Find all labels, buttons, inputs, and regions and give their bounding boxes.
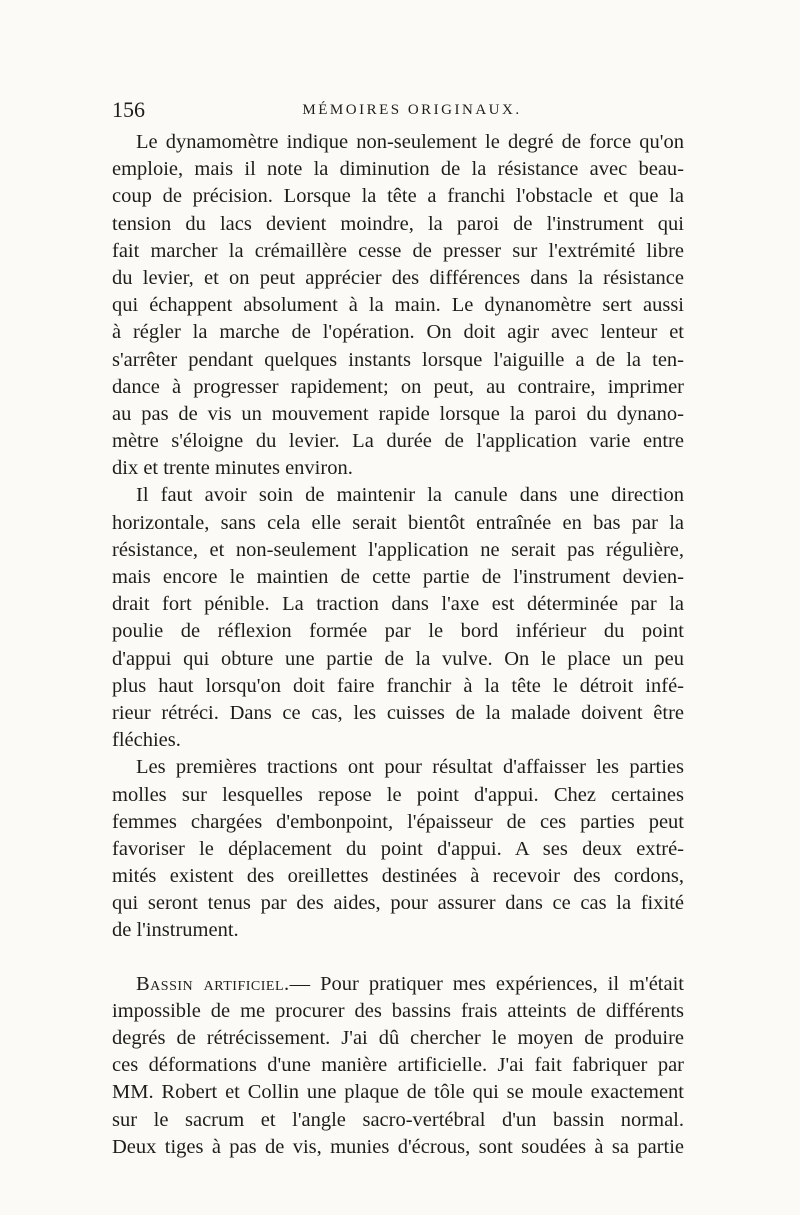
text-line: mités existent des oreillettes destinées à recevoir des cordons, [112, 865, 684, 888]
text-line: coup de précision. Lorsque la tête a franchi l'obstacle et que la [112, 185, 684, 208]
text-line: s'arrêter pendant quelques instants lorsque l'aiguille a de la ten- [112, 348, 684, 371]
text-line: mètre s'éloigne du levier. La durée de l'application varie entre [112, 430, 684, 453]
text-line: de l'instrument. [112, 919, 239, 942]
section-first-line [112, 971, 684, 998]
text-line: mais encore le maintien de cette partie de l'instrument devien- [112, 566, 684, 588]
running-head: MÉMOIRES ORIGINAUX. [302, 102, 522, 118]
text-line: d'appui qui obture une partie de la vulve. On le place un peu [112, 647, 684, 670]
text-line: degrés de rétrécissement. J'ai dû chercher le moyen de produire [112, 1027, 684, 1049]
text-line: femmes chargées d'embonpoint, l'épaisseur de ces parties peut [112, 810, 684, 833]
text-line: molles sur lesquelles repose le point d'appui. Chez certaines [112, 783, 684, 806]
text-line: tension du lacs devient moindre, la paroi de l'instrument qui [112, 212, 684, 235]
text-line: drait fort pénible. La traction dans l'axe est déterminée par la [112, 593, 684, 616]
text-line: sur le sacrum et l'angle sacro-vertébral d'un bassin normal. [112, 1108, 684, 1131]
text-line: poulie de réflexion formée par le bord inférieur du point [112, 620, 684, 643]
text-line: emploie, mais il note la diminution de la résistance avec beau- [112, 158, 684, 181]
paragraph [112, 754, 684, 944]
text-line: résistance, et non-seulement l'application ne serait pas régulière, [112, 538, 684, 561]
text-line: Deux tiges à pas de vis, munies d'écrous, sont soudées à sa partie [112, 1135, 684, 1158]
text-line: rieur rétréci. Dans ce cas, les cuisses de la malade doivent être [112, 701, 684, 724]
text-line: au pas de vis un mouvement rapide lorsque la paroi du dynano- [112, 402, 684, 425]
text-line: Le dynamomètre indique non-seulement le degré de force qu'on [136, 131, 684, 153]
text-line: impossible de me procurer des bassins frais atteints de différents [112, 999, 684, 1022]
paragraph [112, 482, 684, 754]
text-line: qui échappent absolument à la main. Le dynanomètre sert aussi [112, 294, 684, 317]
text-line: MM. Robert et Collin une plaque de tôle qui se moule exactement [112, 1081, 684, 1104]
text-line: ces déformations d'une manière artificielle. J'ai fait fabriquer par [112, 1054, 684, 1077]
text-line: horizontale, sans cela elle serait bientôt entraînée en bas par la [112, 511, 684, 534]
section-gap [112, 945, 684, 971]
text-line: fait marcher la crémaillère cesse de presser sur l'extrémité libre [112, 239, 684, 262]
text-line: fléchies. [112, 729, 181, 752]
paragraph [112, 129, 684, 482]
text-line: Il faut avoir soin de maintenir la canule dans une direction [136, 484, 684, 507]
text-line: plus haut lorsqu'on doit faire franchir à la tête le détroit infé- [112, 674, 684, 697]
text-line: qui seront tenus par des aides, pour assurer dans ce cas la fixité [112, 892, 684, 915]
body-text [112, 129, 684, 1161]
section-heading: Bassin artificiel. [136, 972, 290, 995]
text-line: dix et trente minutes environ. [112, 457, 353, 480]
page-header [112, 95, 692, 125]
text-line: du levier, et on peut apprécier des différences dans la résistance [112, 266, 684, 289]
section-bassin-artificiel [112, 971, 684, 1161]
page-number: 156 [112, 97, 145, 122]
paragraphs [112, 129, 684, 945]
text-line: favoriser le déplacement du point d'appui. A ses deux extré- [112, 837, 684, 860]
text-line: à régler la marche de l'opération. On doit agir avec lenteur et [112, 321, 684, 344]
text-line: Les premières tractions ont pour résultat d'affaisser les parties [136, 756, 684, 779]
section-first-line-text: — Pour pratiquer mes expériences, il m'était [289, 972, 684, 995]
text-line: dance à progresser rapidement; on peut, au contraire, imprimer [112, 375, 684, 398]
